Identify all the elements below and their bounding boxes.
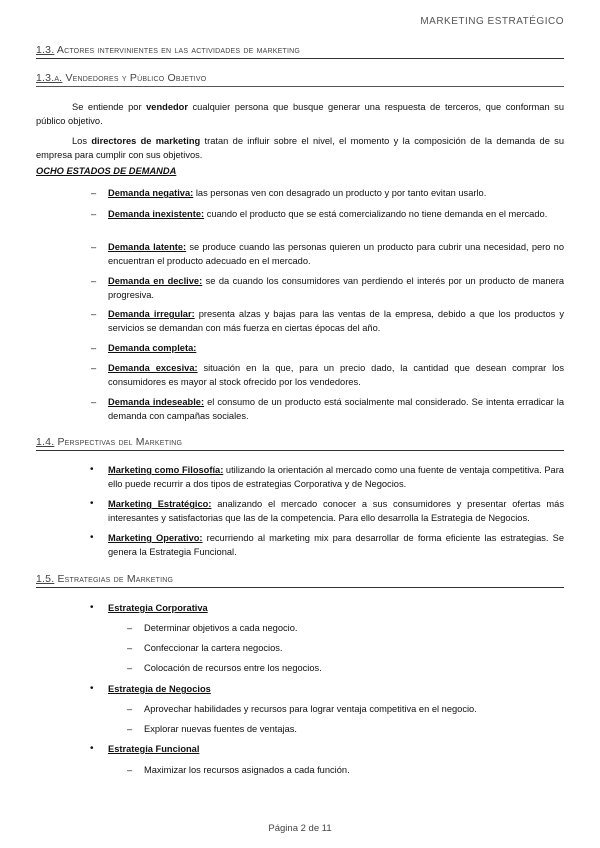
dash-marker: – (127, 623, 133, 633)
list-item: – Determinar objetivos a cada negocio. (127, 623, 298, 633)
section-number: 1.3.a. (36, 72, 63, 84)
section-title: Actores intervinientes en las actividades de marketing (56, 44, 301, 56)
bullet-marker: • (90, 743, 94, 754)
dash-marker: – (127, 663, 133, 673)
list-item: – Aprovechar habilidades y recursos para lograr ventaja competitiva en el negocio. (127, 704, 477, 714)
section-heading-1-3 (36, 44, 564, 59)
bullet-marker: • (90, 602, 94, 613)
section-title: Vendedores y Público Objetivo (65, 72, 207, 84)
section-number: 1.3. (36, 44, 55, 56)
bullet-marker: • (90, 532, 94, 543)
dash-marker: – (127, 765, 133, 775)
bullet-marker: • (90, 498, 94, 509)
subsection-heading-1-3a (36, 72, 564, 87)
section-title: Estrategias de Marketing (57, 573, 174, 585)
dash-marker: – (91, 242, 97, 252)
dash-marker: – (91, 397, 97, 407)
list-item: – Colocación de recursos entre los negocios. (127, 663, 322, 673)
dash-marker: – (91, 363, 97, 373)
bullet-marker: • (90, 464, 94, 475)
list-item: – Demanda inexistente: cuando el producto que se está comercializando no tiene demanda en el mercado. (91, 209, 548, 219)
page-number-footer: Página 2 de 11 (268, 823, 332, 834)
list-item: – Confeccionar la cartera negocios. (127, 643, 283, 653)
dash-marker: – (127, 724, 133, 734)
strategy-corporativa: • Estrategia Corporativa (90, 602, 208, 613)
section-title: Perspectivas del Marketing (57, 436, 183, 448)
strategy-negocios: • Estrategia de Negocios (90, 683, 211, 694)
list-item: – Maximizar los recursos asignados a cada función. (127, 765, 350, 775)
dash-marker: – (91, 309, 97, 319)
dash-marker: – (127, 704, 133, 714)
dash-marker: – (91, 343, 97, 353)
section-number: 1.5. (36, 573, 55, 585)
list-item: – Demanda en declive: se da cuando los consumidores van perdiendo el interés por un producto de manera progresiva. (91, 276, 564, 300)
dash-marker: – (91, 276, 97, 286)
list-item: – Demanda latente: se produce cuando las personas quieren un producto para cubrir una necesidad, pero no encuentran el producto adecuado en el mercado. (91, 242, 564, 266)
list-item: • Marketing como Filosofía: utilizando la orientación al mercado como una fuente de ventaja competitiva. Para ello puede recurrir a dos tipos de estrategias Corporativa y de Negocios. (90, 464, 564, 489)
term-vendedor: vendedor (146, 102, 188, 112)
list-item: – Explorar nuevas fuentes de ventajas. (127, 724, 297, 734)
list-item: – Demanda indeseable: el consumo de un producto está socialmente mal considerado. Se intenta erradicar la demanda con campañas sociales. (91, 397, 564, 421)
paragraph-directores: Los directores de marketing tratan de influir sobre el nivel, el momento y la composición de la demanda de su empresa para cumplir con sus objetivos. (36, 136, 565, 160)
dash-marker: – (91, 188, 97, 198)
list-item: • Marketing Estratégico: analizando el mercado conocer a sus consumidores y presentar ofertas más interesantes y satisfactorias que las de la competencia. Para ello desarrolla la Estrategia de Negocios. (90, 498, 564, 523)
list-item: • Marketing Operativo: recurriendo al marketing mix para desarrollar de forma eficiente las estrategias. Se genera la Estrategia Funcional. (90, 532, 565, 557)
dash-marker: – (127, 643, 133, 653)
dash-marker: – (91, 209, 97, 219)
list-item: – Demanda negativa: las personas ven con desagrado un producto y por tanto evitan usarlo. (91, 188, 487, 198)
section-heading-1-5 (36, 573, 564, 588)
section-heading-1-4 (36, 436, 564, 451)
bullet-marker: • (90, 683, 94, 694)
list-item: – Demanda completa: (91, 343, 197, 353)
list-item: – Demanda excesiva: situación en la que, para un precio dado, la cantidad que desean comprar los consumidores es mayor al stock ofrecido por los vendedores. (91, 363, 564, 387)
ocho-estados-heading: OCHO ESTADOS DE DEMANDA (36, 166, 177, 176)
term-directores: directores de marketing (91, 136, 201, 146)
paragraph-vendedor: Se entiende por vendedor cualquier persona que busque generar una respuesta de terceros, que conforman su público objetivo. (36, 102, 565, 126)
strategy-funcional: • Estrategia Funcional (90, 743, 200, 754)
running-header: MARKETING ESTRATÉGICO (420, 16, 564, 27)
section-number: 1.4. (36, 436, 55, 448)
list-item: – Demanda irregular: presenta alzas y bajas para las ventas de la empresa, debido a que los productos y servicios se demandan con más fuerza en ciertas épocas del año. (91, 309, 564, 333)
